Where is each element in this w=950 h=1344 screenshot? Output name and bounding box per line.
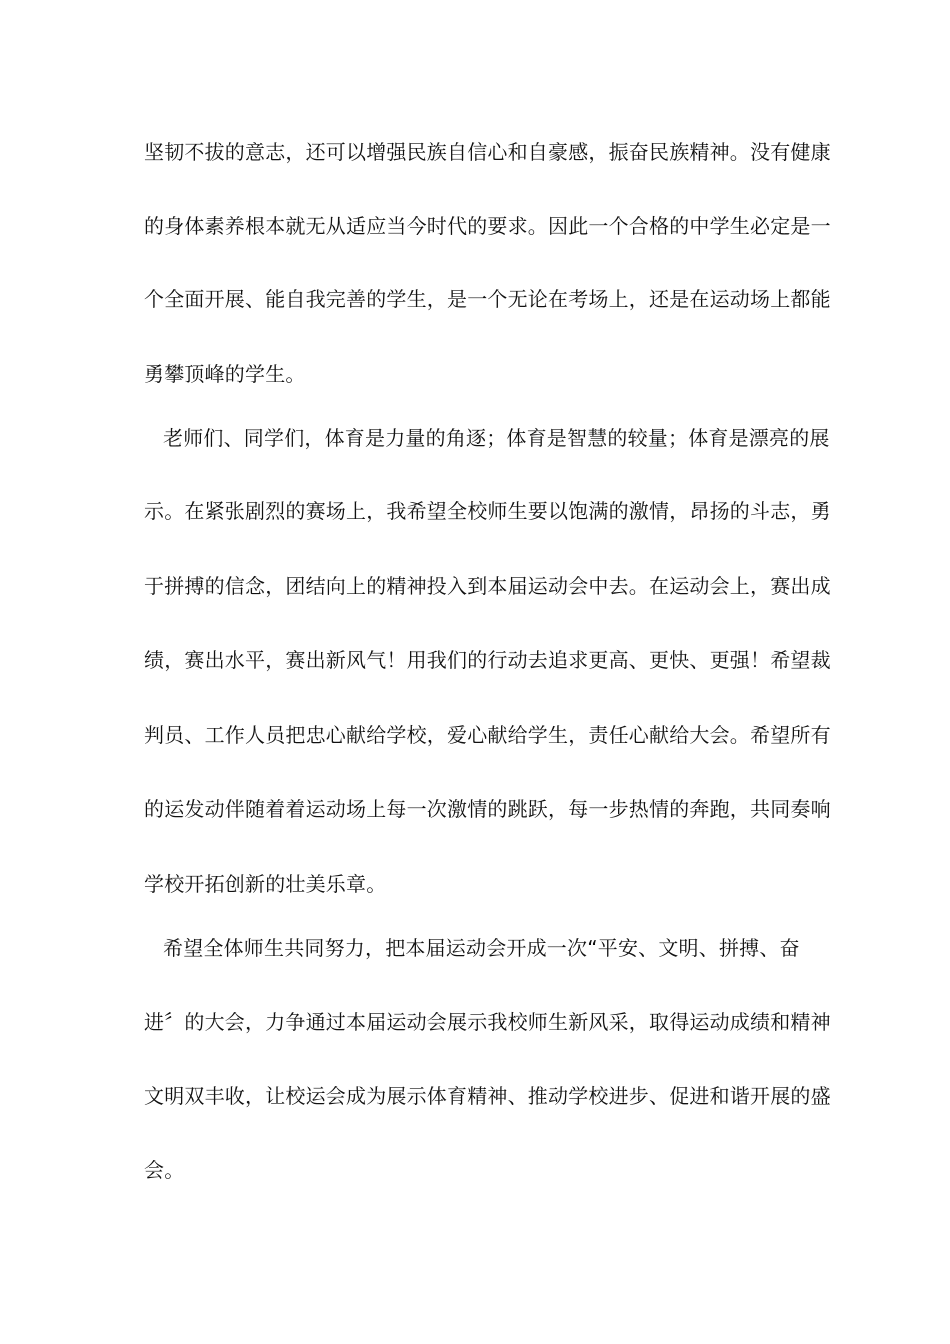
paragraph-1-line-2: 的身体素养根本就无从适应当今时代的要求。因此一个合格的中学生必定是一	[144, 214, 831, 238]
paragraph-3-line-1: 希望全体师生共同努力，把本届运动会开成一次“平安、文明、拼搏、奋	[163, 936, 800, 960]
paragraph-2-line-2: 示。在紧张剧烈的赛场上，我希望全校师生要以饱满的激情，昂扬的斗志，勇	[144, 499, 831, 523]
paragraph-2-line-5: 判员、工作人员把忠心献给学校，爱心献给学生，责任心献给大会。希望所有	[144, 723, 831, 747]
paragraph-2-line-3: 于拼搏的信念，团结向上的精神投入到本届运动会中去。在运动会上，赛出成	[144, 574, 831, 598]
paragraph-1-line-1: 坚韧不拔的意志，还可以增强民族自信心和自豪感，振奋民族精神。没有健康	[144, 140, 831, 164]
paragraph-2-line-7: 学校开拓创新的壮美乐章。	[144, 872, 387, 896]
paragraph-2-line-6: 的运发动伴随着着运动场上每一次激情的跳跃，每一步热情的奔跑，共同奏响	[144, 797, 831, 821]
paragraph-3-line-2: 进〞的大会，力争通过本届运动会展示我校师生新风采，取得运动成绩和精神	[144, 1010, 831, 1034]
paragraph-3-line-3: 文明双丰收，让校运会成为展示体育精神、推动学校进步、促进和谐开展的盛	[144, 1084, 831, 1108]
paragraph-1-line-3: 个全面开展、能自我完善的学生，是一个无论在考场上，还是在运动场上都能	[144, 287, 831, 311]
paragraph-1-line-4: 勇攀顶峰的学生。	[144, 362, 306, 386]
paragraph-2-line-1: 老师们、同学们，体育是力量的角逐；体育是智慧的较量；体育是漂亮的展	[163, 426, 830, 450]
paragraph-2-line-4: 绩，赛出水平，赛出新风气！用我们的行动去追求更高、更快、更强！希望裁	[144, 648, 831, 672]
paragraph-3-line-4: 会。	[144, 1158, 185, 1182]
